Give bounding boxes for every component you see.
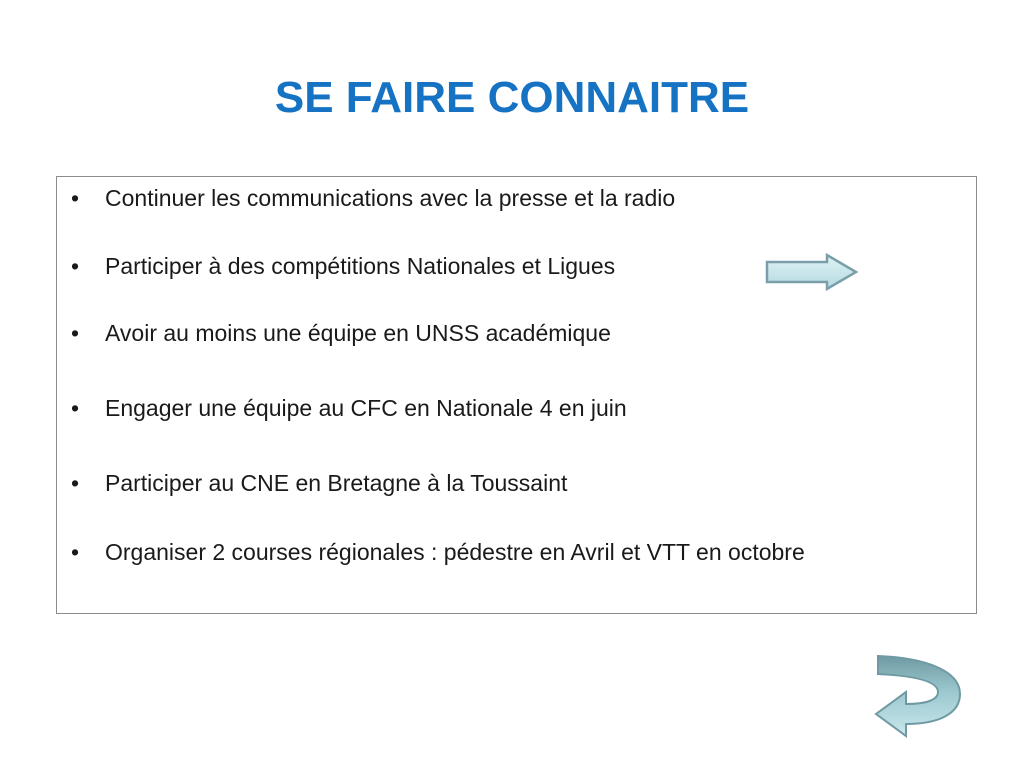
bullet-text: Continuer les communications avec la presse et la radio [105, 185, 676, 211]
bullet-text: Participer à des compétitions Nationales et Ligues [105, 253, 616, 279]
arrow-right-icon[interactable] [765, 252, 859, 292]
bullet-text: Participer au CNE en Bretagne à la Toussaint [105, 470, 568, 496]
slide-title: SE FAIRE CONNAITRE [274, 73, 750, 122]
bullet-glyph: • [71, 470, 80, 496]
bullet-glyph: • [71, 185, 80, 211]
content-box [56, 176, 977, 614]
bullet-glyph: • [71, 395, 80, 421]
bullet-glyph: • [71, 253, 80, 279]
bullet-text: Avoir au moins une équipe en UNSS académique [105, 320, 611, 346]
bullet-text: Engager une équipe au CFC en Nationale 4 en juin [105, 395, 627, 421]
bullet-text: Organiser 2 courses régionales : pédestre en Avril et VTT en octobre [105, 539, 805, 565]
return-arrow-icon[interactable] [872, 652, 966, 740]
bullet-glyph: • [71, 539, 80, 565]
bullet-glyph: • [71, 320, 80, 346]
